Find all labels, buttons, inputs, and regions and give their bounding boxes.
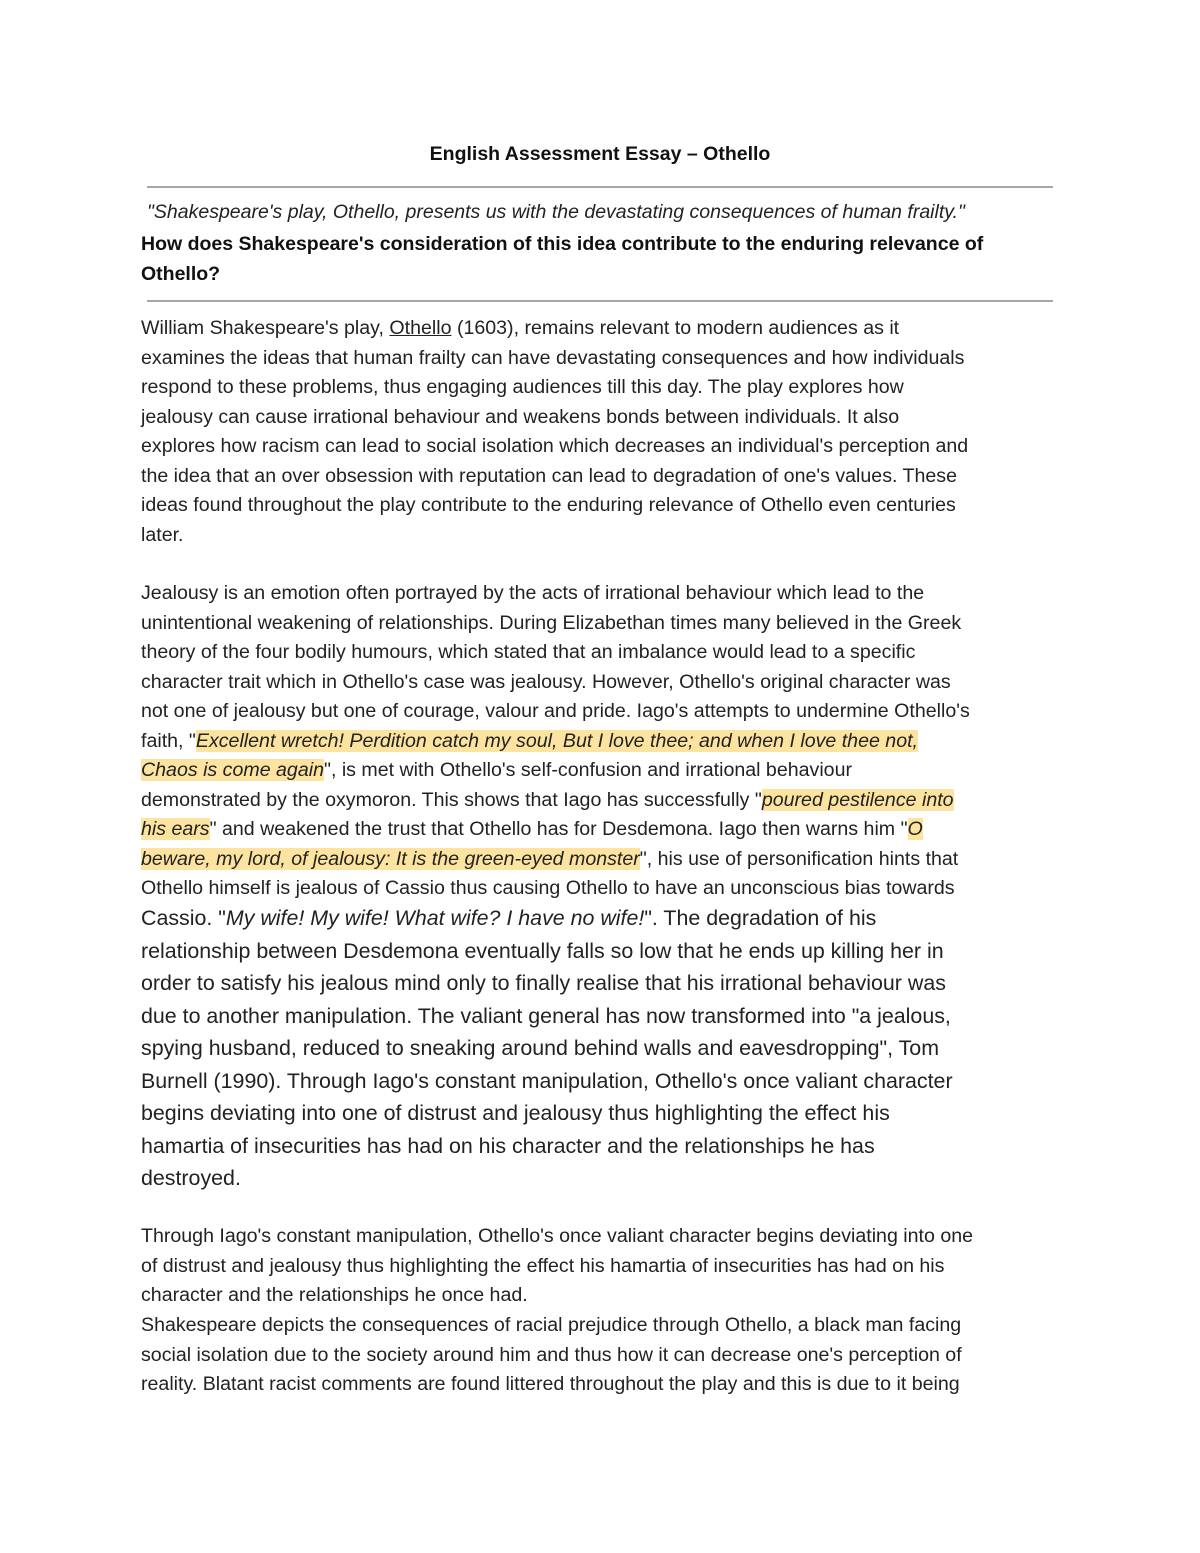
highlighted-quote: his ears <box>141 818 210 840</box>
prompt-question-line: Othello? <box>141 262 221 285</box>
paragraph-line: due to another manipulation. The valiant general has now transformed into "a jealous, <box>141 1003 951 1028</box>
jealousy-paragraph <box>141 579 1061 904</box>
manipulation-paragraph <box>141 1222 1061 1311</box>
paragraph-line: destroyed. <box>141 1166 241 1190</box>
paragraph-line: ideas found throughout the play contribute to the enduring relevance of Othello even centuries <box>141 494 956 516</box>
paragraph-line: character trait which in Othello's case was jealousy. However, Othello's original character was <box>141 670 951 693</box>
paragraph-line <box>141 815 1061 845</box>
text-run: ", is met with Othello's self-confusion and irrational behaviour <box>323 759 852 781</box>
paragraph-line: later. <box>141 523 184 546</box>
paragraph-line <box>141 727 1061 757</box>
prompt-quote: "Shakespeare's play, Othello, presents us with the devastating consequences of human frailty." <box>147 201 965 223</box>
paragraph-line <box>141 845 1061 875</box>
paragraph-line: begins deviating into one of distrust and jealousy thus highlighting the effect his <box>141 1101 890 1125</box>
text-run: Cassio. " <box>141 906 226 930</box>
paragraph-line: Othello himself is jealous of Cassio thus causing Othello to have an unconscious bias towards <box>141 877 955 899</box>
paragraph-line: theory of the four bodily humours, which stated that an imbalance would lead to a specific <box>141 641 916 663</box>
paragraph-line: social isolation due to the society around him and thus how it can decrease one's perception of <box>141 1343 962 1366</box>
prompt-question-line: How does Shakespeare's consideration of this idea contribute to the enduring relevance of <box>141 233 984 255</box>
text-run: William Shakespeare's play, <box>141 317 390 339</box>
paragraph-line: examines the ideas that human frailty can have devastating consequences and how individuals <box>141 346 965 369</box>
paragraph-line: Shakespeare depicts the consequences of racial prejudice through Othello, a black man facing <box>141 1314 962 1336</box>
prompt-question <box>141 230 1051 289</box>
paragraph-line <box>141 786 1061 816</box>
text-run: ". The degradation of his <box>644 906 877 930</box>
paragraph-line <box>141 314 1061 344</box>
jealousy-paragraph-continued <box>141 902 1061 1195</box>
text-run: (1603), remains relevant to modern audiences as it <box>451 317 900 339</box>
highlighted-quote: Chaos is come again <box>141 759 324 781</box>
highlighted-quote: O <box>907 818 923 840</box>
paragraph-line: hamartia of insecurities has had on his character and the relationships he has <box>141 1133 875 1158</box>
paragraph-line: unintentional weakening of relationships. During Elizabethan times many believed in the Greek <box>141 611 962 634</box>
text-run: faith, " <box>141 729 196 752</box>
text-run: " and weakened the trust that Othello has for Desdemona. Iago then warns him " <box>209 818 908 840</box>
intro-paragraph <box>141 314 1061 550</box>
paragraph-line: respond to these problems, thus engaging audiences till this day. The play explores how <box>141 376 904 398</box>
play-title-underlined: Othello <box>389 317 452 339</box>
paragraph-line: Jealousy is an emotion often portrayed by the acts of irrational behaviour which lead to the <box>141 582 925 604</box>
italic-quote: My wife! My wife! What wife? I have no wife! <box>225 906 645 930</box>
paragraph-line: order to satisfy his jealous mind only to finally realise that his irrational behaviour was <box>141 971 946 995</box>
paragraph-line: spying husband, reduced to sneaking around behind walls and eavesdropping", Tom <box>141 1036 940 1060</box>
document-title: English Assessment Essay – Othello <box>429 143 771 165</box>
paragraph-line: jealousy can cause irrational behaviour and weakens bonds between individuals. It also <box>141 405 900 428</box>
paragraph-line: the idea that an over obsession with reputation can lead to degradation of one's values. These <box>141 464 957 487</box>
paragraph-line: explores how racism can lead to social isolation which decreases an individual's perception and <box>141 435 969 457</box>
paragraph-line: not one of jealousy but one of courage, valour and pride. Iago's attempts to undermine Othello's <box>141 700 970 722</box>
paragraph-line: relationship between Desdemona eventually falls so low that he ends up killing her in <box>141 938 944 963</box>
highlighted-quote: poured pestilence into <box>761 788 954 811</box>
paragraph-line: of distrust and jealousy thus highlighting the effect his hamartia of insecurities has had on his <box>141 1254 945 1277</box>
paragraph-line: character and the relationships he once had. <box>141 1284 528 1306</box>
paragraph-line: reality. Blatant racist comments are found littered throughout the play and this is due to it being <box>141 1373 960 1395</box>
racism-paragraph <box>141 1311 1061 1400</box>
highlighted-quote: beware, my lord, of jealousy: It is the green-eyed monster <box>141 847 640 870</box>
paragraph-line: Through Iago's constant manipulation, Othello's once valiant character begins deviating into one <box>141 1225 974 1247</box>
text-run: demonstrated by the oxymoron. This shows that Iago has successfully " <box>141 788 762 811</box>
bottom-divider <box>147 300 1053 302</box>
text-run: ", his use of personification hints that <box>639 847 959 870</box>
paragraph-line: Burnell (1990). Through Iago's constant manipulation, Othello's once valiant character <box>141 1068 953 1093</box>
paragraph-line <box>141 902 1061 935</box>
paragraph-line <box>141 756 1061 786</box>
highlighted-quote: Excellent wretch! Perdition catch my soul, But I love thee; and when I love thee not, <box>195 729 918 752</box>
top-divider <box>147 186 1053 188</box>
